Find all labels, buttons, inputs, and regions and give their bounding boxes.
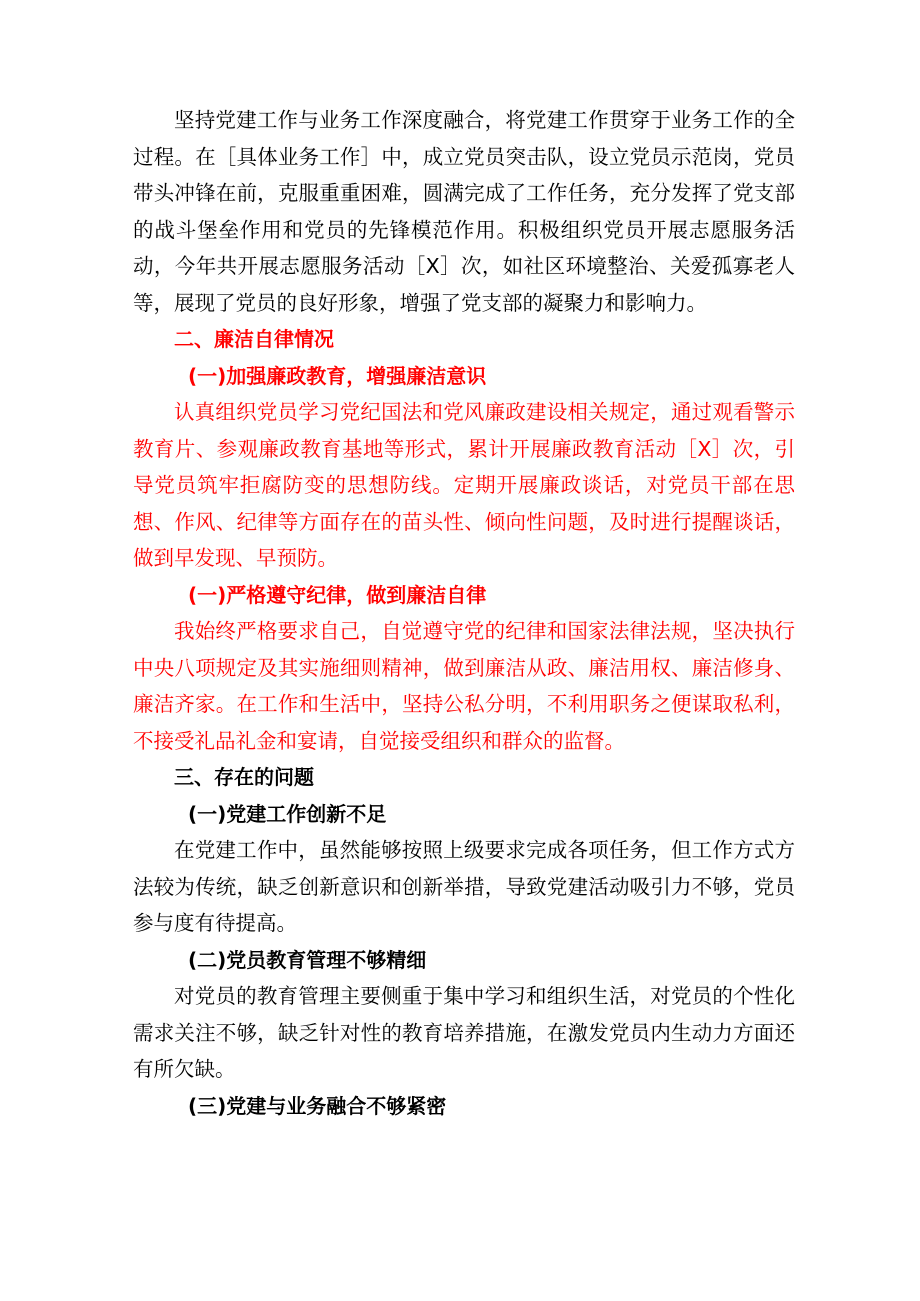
paragraph-party-business-integration: 坚持党建工作与业务工作深度融合，将党建工作贯穿于业务工作的全过程。在［具体业务工作］中，成立党员突击队，设立党员示范岗，党员带头冲锋在前，克服重重困难，圆满完成了工作任务，充分发挥了党支部的战斗堡垒作用和党员的先锋模范作用。积极组织党员开展志愿服务活动，今年共开展志愿服务活动［X］次，如社区环境整治、关爱孤寡老人等，展现了党员的良好形象，增强了党支部的凝聚力和影响力。 [133, 108, 795, 315]
paragraph-member-management: 对党员的教育管理主要侧重于集中学习和组织生活，对党员的个性化需求关注不够，缺乏针对性的教育培养措施，在激发党员内生动力方面还有所欠缺。 [133, 984, 795, 1081]
section-heading-integrity: 二、廉洁自律情况 [174, 327, 334, 351]
subheading-integrity-education: (一)加强廉政教育，增强廉洁意识 [188, 363, 487, 388]
document-page [133, 102, 795, 1124]
subheading-discipline: (一)严格遵守纪律，做到廉洁自律 [188, 582, 487, 607]
paragraph-innovation: 在党建工作中，虽然能够按照上级要求完成各项任务，但工作方式方法较为传统，缺乏创新意识和创新举措，导致党建活动吸引力不够，党员参与度有待提高。 [133, 838, 795, 935]
subheading-member-management: (二)党员教育管理不够精细 [188, 947, 427, 972]
paragraph-discipline: 我始终严格要求自己，自觉遵守党的纪律和国家法律法规，坚决执行中央八项规定及其实施细则精神，做到廉洁从政、廉洁用权、廉洁修身、廉洁齐家。在工作和生活中，坚持公私分明，不利用职务之便谋取私利，不接受礼品礼金和宴请，自觉接受组织和群众的监督。 [133, 619, 795, 753]
section-heading-problems: 三、存在的问题 [174, 765, 314, 789]
subheading-innovation: (一)党建工作创新不足 [188, 801, 387, 826]
paragraph-integrity-education: 认真组织党员学习党纪国法和党风廉政建设相关规定，通过观看警示教育片、参观廉政教育基地等形式，累计开展廉政教育活动［X］次，引导党员筑牢拒腐防变的思想防线。定期开展廉政谈话，对党员干部在思想、作风、纪律等方面存在的苗头性、倾向性问题，及时进行提醒谈话，做到早发现、早预防。 [133, 400, 795, 570]
subheading-business-integration: (三)党建与业务融合不够紧密 [188, 1093, 447, 1118]
